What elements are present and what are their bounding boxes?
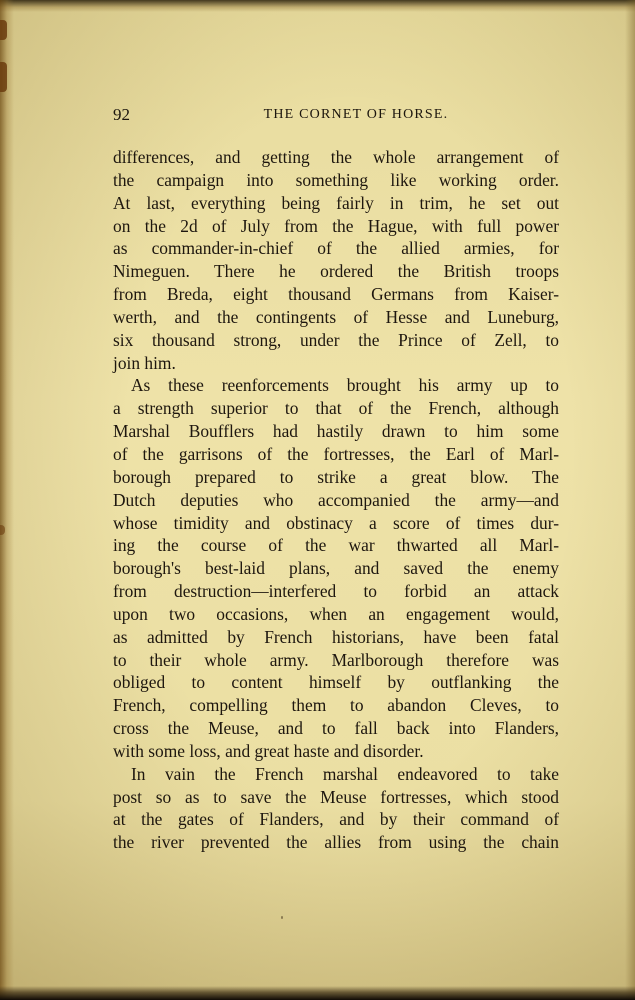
page-right-edge [625, 0, 635, 1000]
text-line: to their whole army. Marlborough therefore was [113, 649, 559, 670]
text-line: In vain the French marshal endeavored to take [131, 763, 559, 784]
page-top-shadow [0, 0, 635, 12]
body-text [113, 146, 559, 854]
text-line: from Breda, eight thousand Germans from Kaiser- [113, 284, 559, 305]
edge-stain [0, 20, 7, 40]
text-line: werth, and the contingents of Hesse and Luneburg, [113, 306, 559, 327]
text-line: Marshal Boufflers had hastily drawn to him some [113, 421, 559, 442]
edge-stain [0, 62, 7, 92]
text-line: differences, and getting the whole arrangement of [113, 147, 559, 167]
running-head: THE CORNET OF HORSE. [263, 107, 449, 122]
text-line: Nimeguen. There he ordered the British troops [113, 261, 559, 282]
page-header [113, 105, 559, 129]
text-line: as commander-in-chief of the allied armies, for [113, 238, 559, 259]
text-line: ing the course of the war thwarted all Marl- [113, 535, 559, 556]
paragraph [113, 374, 559, 762]
text-line: join him. [113, 352, 176, 373]
text-line: with some loss, and great haste and disorder. [113, 740, 424, 761]
text-line: post so as to save the Meuse fortresses, which stood [113, 786, 559, 807]
text-line: As these reenforcements brought his army up to [131, 375, 559, 396]
text-line: obliged to content himself by outflanking the [113, 672, 559, 693]
page-number: 92 [113, 105, 130, 124]
paragraph [113, 763, 559, 854]
text-line: from destruction—interfered to forbid an attack [113, 581, 559, 602]
page-bottom-shadow [0, 986, 635, 1000]
paragraph [113, 146, 559, 374]
text-line: At last, everything being fairly in trim, he set out [113, 192, 559, 213]
text-line: as admitted by French historians, have been fatal [113, 626, 559, 647]
paper-speck [281, 916, 283, 919]
text-line: cross the Meuse, and to fall back into Flanders, [113, 718, 559, 739]
text-line: six thousand strong, under the Prince of Zell, to [113, 329, 559, 350]
text-line: on the 2d of July from the Hague, with full power [113, 215, 559, 236]
text-line: at the gates of Flanders, and by their command of [113, 809, 559, 830]
text-line: French, compelling them to abandon Cleves, to [113, 695, 559, 716]
text-line: the river prevented the allies from using the chain [113, 832, 559, 853]
text-line: borough's best-laid plans, and saved the enemy [113, 558, 559, 579]
text-line: borough prepared to strike a great blow. The [113, 466, 559, 487]
text-line: upon two occasions, when an engagement would, [113, 603, 559, 624]
text-line: of the garrisons of the fortresses, the Earl of Marl- [113, 443, 559, 464]
text-line: the campaign into something like working order. [113, 169, 559, 190]
text-line: a strength superior to that of the French, although [113, 398, 559, 419]
text-line: Dutch deputies who accompanied the army—and [113, 489, 559, 510]
text-line: whose timidity and obstinacy a score of times dur- [113, 512, 559, 533]
page-left-edge [0, 0, 14, 1000]
